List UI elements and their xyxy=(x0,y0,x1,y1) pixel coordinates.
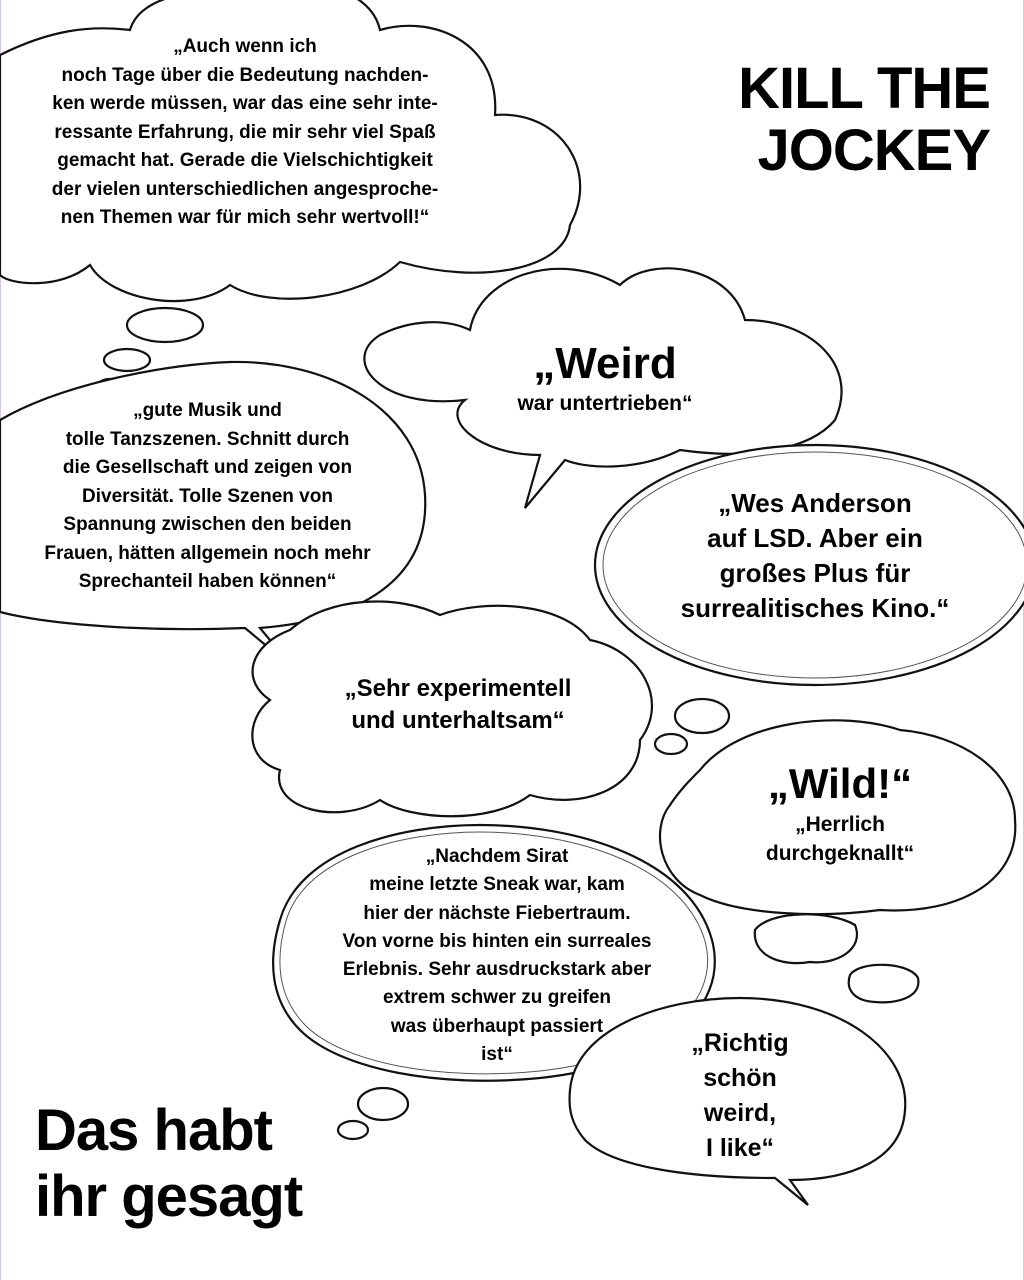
quote-line: Diversität. Tolle Szenen von xyxy=(82,485,333,507)
quote-line: „Auch wenn ich xyxy=(173,36,317,57)
film-title-heading xyxy=(708,58,990,182)
quote-line: nen Themen war für mich sehr wertvoll!“ xyxy=(60,207,430,228)
quote-line: „gute Musik und xyxy=(133,400,282,421)
quote-line: tolle Tanzszenen. Schnitt durch xyxy=(65,428,350,450)
quote-experimental xyxy=(298,673,618,737)
quote-wild xyxy=(700,758,980,868)
quote-line: ressante Erfahrung, die mir sehr viel Spaß xyxy=(54,121,436,143)
quote-line: gemacht hat. Gerade die Vielschichtigkeit xyxy=(57,150,433,171)
quote-line: die Gesellschaft und zeigen von xyxy=(62,457,353,478)
page-title-heading xyxy=(35,1098,302,1230)
quote-line: hier der nächste Fiebertraum. xyxy=(363,902,631,924)
quote-line: Frauen, hätten allgemein noch mehr xyxy=(44,542,371,564)
quote-weird xyxy=(470,338,740,418)
quote-line: „Wes Anderson xyxy=(718,488,912,518)
quote-line: Sprechanteil haben können“ xyxy=(78,571,337,592)
quote-line: meine letzte Sneak war, kam xyxy=(369,874,625,896)
quote-line: großes Plus für xyxy=(719,558,911,588)
quote-line: was überhaupt passiert xyxy=(390,1015,604,1037)
quote-headline: „Weird xyxy=(533,339,677,388)
quote-richtig xyxy=(650,1026,830,1166)
quote-line: weird, xyxy=(703,1099,777,1127)
quote-line: „Richtig xyxy=(691,1029,789,1057)
quote-line: surrealitisches Kino.“ xyxy=(680,593,950,623)
quote-line: Von vorne bis hinten ein surreales xyxy=(342,930,652,952)
quote-line: „Nachdem Sirat xyxy=(425,846,569,867)
page-title-line-1: Das habt xyxy=(35,1098,272,1163)
quote-line: schön xyxy=(703,1064,777,1092)
quote-wes-anderson xyxy=(630,486,1000,626)
quote-line: extrem schwer zu greifen xyxy=(382,987,612,1009)
quote-line: ken werde müssen, war das eine sehr inte- xyxy=(52,93,438,114)
quote-line: I like“ xyxy=(705,1134,775,1162)
film-title-line-1: KILL THE xyxy=(738,56,990,121)
quote-line: auf LSD. Aber ein xyxy=(707,523,923,553)
quote-line: Erlebnis. Sehr ausdruckstark aber xyxy=(342,959,652,981)
quote-line: der vielen unterschiedlichen angesproche- xyxy=(51,178,439,200)
quote-line: ist“ xyxy=(481,1044,513,1066)
quote-line: „Sehr experimentell xyxy=(344,675,572,702)
quote-line: war untertrieben“ xyxy=(517,392,693,415)
quote-line: Spannung zwischen den beiden xyxy=(63,514,352,535)
quote-headline: „Wild!“ xyxy=(767,760,913,807)
quote-music xyxy=(0,397,415,597)
page-title-line-2: ihr gesagt xyxy=(35,1164,303,1229)
quote-line: noch Tage über die Bedeutung nachden- xyxy=(61,64,429,86)
quote-line: und unterhaltsam“ xyxy=(351,707,565,734)
quote-sirat xyxy=(290,843,704,1069)
quote-line: durchgeknallt“ xyxy=(765,842,915,865)
quote-line: „Herrlich xyxy=(795,813,885,836)
film-title-line-2: JOCKEY xyxy=(757,118,990,183)
quote-experience xyxy=(0,33,490,233)
